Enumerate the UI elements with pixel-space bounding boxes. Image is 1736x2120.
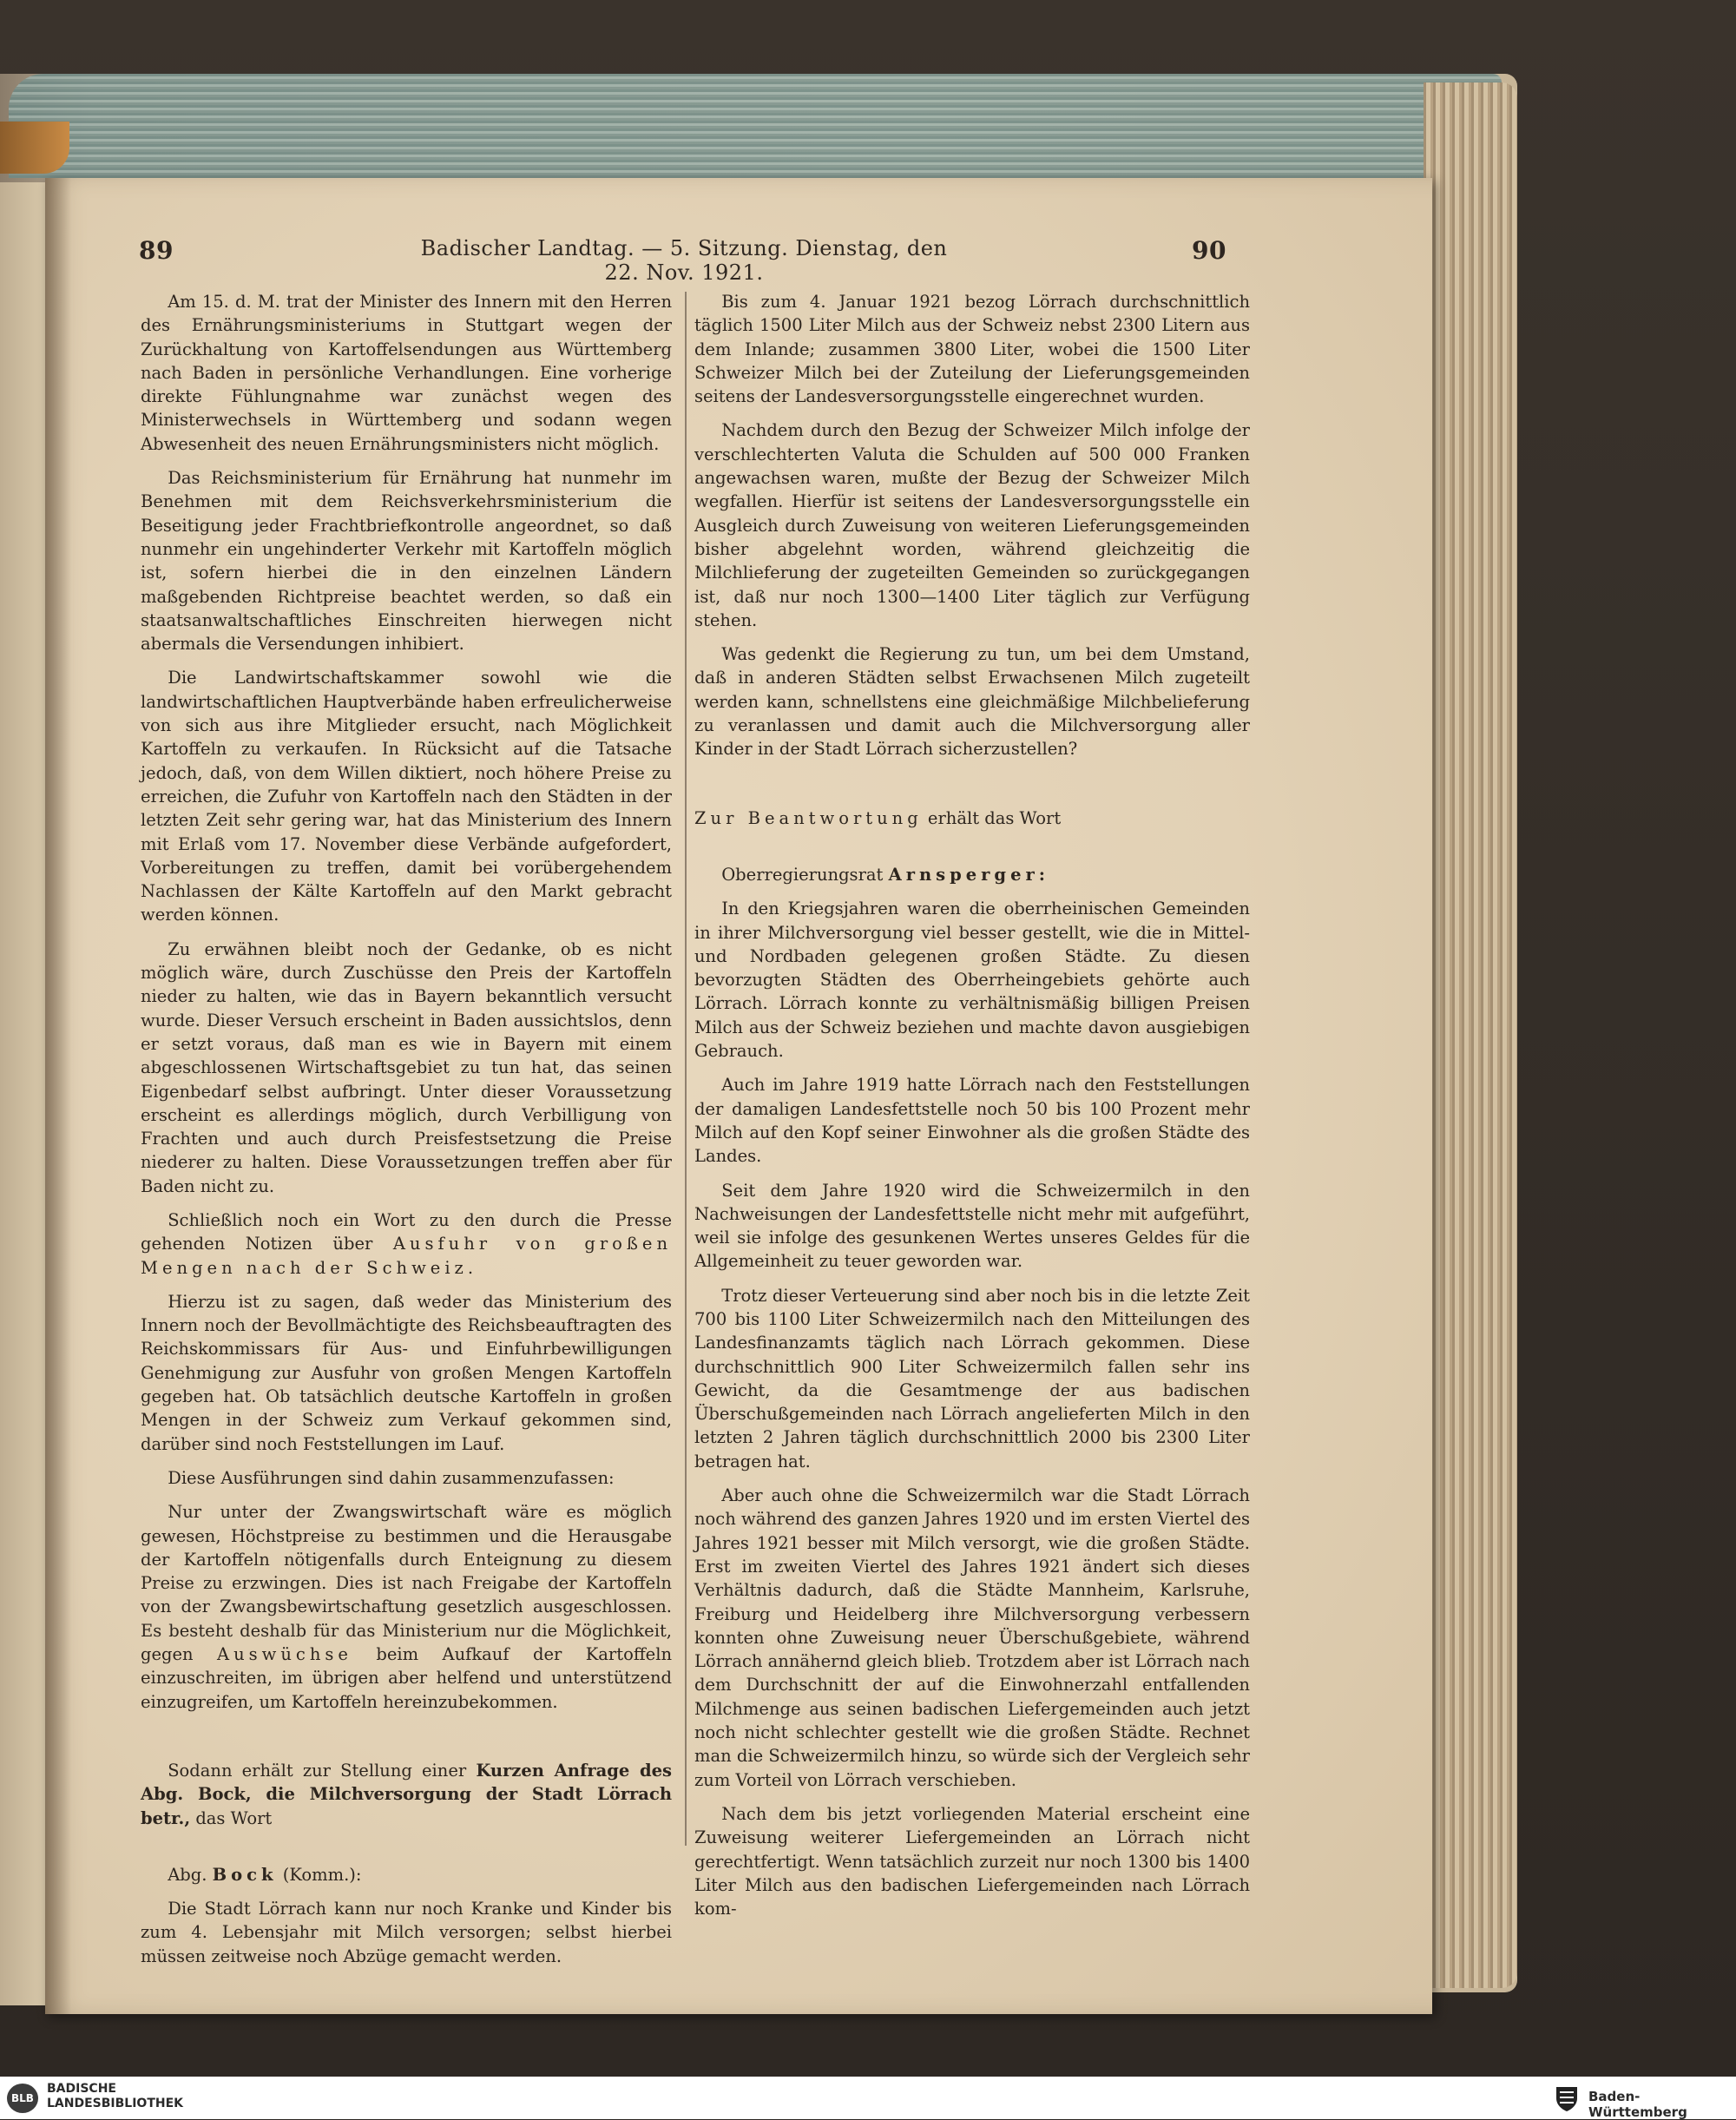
- text: Sodann erhält zur Stellung einer: [168, 1760, 467, 1781]
- paragraph: Diese Ausführungen sind dahin zusammenzufassen:: [168, 1467, 615, 1488]
- spacer: [694, 840, 1250, 863]
- text: beim Aufkauf der Kartoffeln einzuschreiten, im übrigen aber helfend und unterstützend einzugreifen, um Kartoffeln hereinzubekommen.: [141, 1644, 673, 1712]
- page-number-left: 89: [139, 236, 174, 265]
- paragraph: [141, 1759, 672, 1830]
- coat-of-arms-icon: [1554, 2084, 1580, 2112]
- paragraph: Auch im Jahre 1919 hatte Lörrach nach den Feststellungen der damaligen Landesfettstelle noch 50 bis 100 Prozent mehr Milch auf den Kopf seiner Einwohner als die großen Städte des Landes.: [694, 1075, 1250, 1167]
- paragraph: Die Stadt Lörrach kann nur noch Kranke und Kinder bis zum 4. Lebensjahr mit Milch versorgen; selbst hierbei müssen zeitweise noch Abzüge gemacht werden.: [141, 1899, 672, 1966]
- library-name-line2: LANDESBIBLIOTHEK: [47, 2097, 184, 2110]
- bold-title: Kurzen Anfrage des Abg. Bock, die Milchversorgung der Stadt Lörrach betr.,: [141, 1760, 672, 1828]
- left-column: [141, 290, 672, 1978]
- paragraph: Zu erwähnen bleibt noch der Gedanke, ob es nicht möglich wäre, durch Zuschüsse den Preis der Kartoffeln nieder zu halten, wie das in Bayern bekanntlich versucht wurde. Dieser Versuch erscheint in Baden aussichtslos, denn er setzt voraus, daß man es wie in Bayern mit einem abgeschlossenen Wirtschaftsgebiet zu tun hat, das seinen Eigenbedarf selbst aufbringt. Unter dieser Voraussetzung erscheint es allerdings möglich, durch Verbilligung von Frachten und auch durch Preisfestsetzung die Preise niederer zu halten. Diese Voraussetzungen treffen aber für Baden nicht zu.: [141, 938, 672, 1196]
- paragraph: In den Kriegsjahren waren die oberrheinischen Gemeinden in ihrer Milchversorgung viel besser gestellt, wie die in Mittel- und Nordbaden gelegenen großen Städte. Zu diesen bevorzugten Städten des Oberrheingebiets gehörte auch Lörrach. Lörrach konnte zu verhältnismäßig billigen Preisen Milch aus der Schweiz beziehen und machte davon ausgiebigen Gebrauch.: [694, 899, 1250, 1062]
- state-name[interactable]: Baden-Württemberg: [1588, 2089, 1687, 2120]
- paragraph: [694, 807, 1250, 830]
- text: erhält das Wort: [927, 807, 1062, 828]
- spacer: [694, 772, 1250, 807]
- spacer: [141, 1724, 672, 1759]
- paragraph: Trotz dieser Verteuerung sind aber noch bis in die letzte Zeit 700 bis 1100 Liter Schweizermilch nach den Mitteilungen des Landesfinanzamts täglich nach Lörrach gekommen. Diese durchschnittlich 900 Liter Schweizermilch fallen sehr ins Gewicht, da die Gesamtmenge der aus badischen Überschußgemeinden nach Lörrach angelieferten Milch in den letzten 2 Jahren täglich durchschnittlich 2000 bis 2300 Liter betragen hat.: [694, 1285, 1250, 1471]
- running-head: Badischer Landtag. — 5. Sitzung. Dienstag, den 22. Nov. 1921.: [420, 236, 948, 285]
- text: Schließlich noch ein Wort zu den durch die Presse gehenden Notizen über: [141, 1209, 672, 1254]
- paragraph: Seit dem Jahre 1920 wird die Schweizermilch in den Nachweisungen der Landesfettstelle nicht mehr mit aufgeführt, weil sie infolge des gesunkenen Wertes unseres Geldes für die Allgemeinheit zu teuer geworden war.: [694, 1180, 1250, 1272]
- spacer: [141, 1840, 672, 1863]
- book-top-edge: [9, 74, 1502, 178]
- paragraph: Hierzu ist zu sagen, daß weder das Ministerium des Innern noch der Bevollmächtigte des Reichsbeauftragten des Reichskommissars für Aus- und Einfuhrbewilligungen Genehmigung zur Ausfuhr von großen Mengen Kartoffeln gegeben hat. Ob tatsächlich deutsche Kartoffeln in großen Mengen in der Schweiz zum Verkauf gekommen sind, darüber sind noch Feststellungen im Lauf.: [141, 1291, 672, 1454]
- right-column: [694, 290, 1250, 1931]
- book-fore-edge: [1424, 82, 1517, 1988]
- blb-logo-icon[interactable]: BLB: [7, 2084, 38, 2113]
- text: Nur unter der Zwangswirtschaft wäre es möglich gewesen, Höchstpreise zu bestimmen und die Herausgabe der Kartoffeln nötigenfalls durch Enteignung zu diesem Preise zu erzwingen. Dies ist nach Freigabe der Kartoffeln von der Zwangsbewirtschaftung gesetzlich ausgeschlossen. Es besteht deshalb für das Ministerium nur die Möglichkeit, gegen: [141, 1502, 672, 1665]
- text: Oberregierungsrat: [721, 864, 884, 885]
- library-name[interactable]: [47, 2082, 183, 2111]
- paragraph: Bis zum 4. Januar 1921 bezog Lörrach durchschnittlich täglich 1500 Liter Milch aus der Schweiz nebst 2300 Litern aus dem Inlande; zusammen 3800 Liter, wobei die 1500 Liter Schweizer Milch bei der Zuteilung der Lieferungsgemeinden seitens der Landesversorgungsstelle eingerechnet wurden.: [694, 292, 1250, 407]
- speaker-name: Arnsperger:: [888, 864, 1049, 885]
- text: das Wort: [195, 1807, 273, 1828]
- paragraph: Die Landwirtschaftskammer sowohl wie die landwirtschaftlichen Hauptverbände haben erfreulicherweise von sich aus ihre Mitglieder ersucht, nach Möglichkeit Kartoffeln zu verkaufen. In Rücksicht auf die Tatsache jedoch, daß, von dem Willen diktiert, noch höhere Preise zu erreichen, die Zufuhr von Kartoffeln nach den Städten in der letzten Zeit sehr gering war, hat das Ministerium des Innern mit Erlaß vom 17. November diese Verbände aufgefordert, Vorbereitungen zu treffen, damit bei vorübergehendem Nachlassen der Kälte Kartoffeln auf den Markt gebracht werden können.: [141, 668, 672, 925]
- text: (Komm.):: [282, 1864, 362, 1885]
- page-number-right: 90: [1192, 236, 1226, 265]
- spaced-text: Ausfuhr von großen Mengen nach der Schweiz.: [141, 1234, 673, 1278]
- paragraph: [141, 1208, 672, 1280]
- spaced-text: Zur Beantwortung: [694, 807, 923, 828]
- paragraph: [141, 1500, 672, 1714]
- paragraph: Nachdem durch den Bezug der Schweizer Milch infolge der verschlechterten Valuta die Schulden auf 500 000 Franken angewachsen waren, mußte der Bezug der Schweizer Milch wegfallen. Hierfür ist seitens der Landesversorgungsstelle ein Ausgleich durch Zuweisung von weiteren Lieferungsgemeinden bisher abgelehnt worden, während gleichzeitig die Milchlieferung der zugeteilten Gemeinden so zurückgegangen ist, daß nur noch 1300—1400 Liter täglich zur Verfügung stehen.: [694, 420, 1250, 630]
- bookmark-ribbon: [0, 122, 69, 174]
- paragraph: Nach dem bis jetzt vorliegenden Material erscheint eine Zuweisung weiterer Liefergemeinden an Lörrach nicht gerechtfertigt. Wenn tatsächlich zurzeit nur noch 1300 bis 1400 Liter Milch aus den badischen Liefergemeinden nach Lörrach kom-: [694, 1803, 1250, 1919]
- footer-bar: [0, 2077, 1736, 2119]
- spaced-text: Auswüchse: [217, 1644, 352, 1665]
- column-divider: [685, 292, 687, 1846]
- paragraph: Das Reichsministerium für Ernährung hat nunmehr im Benehmen mit dem Reichsverkehrsministerium die Beseitigung jeder Frachtbriefkontrolle angeordnet, so daß nunmehr ein ungehinderter Verkehr mit Kartoffeln möglich ist, sofern hierbei die in den einzelnen Ländern maßgebenden Richtpreise beachtet werden, so daß ein staatsanwaltschaftliches Einschreiten hierwegen nicht abermals die Versendungen inhibiert.: [141, 468, 672, 655]
- library-name-line1: BADISCHE: [47, 2082, 116, 2096]
- paragraph: Am 15. d. M. trat der Minister des Innern mit den Herren des Ernährungsministeriums in Stuttgart wegen der Zurückhaltung von Kartoffelsendungen aus Württemberg nach Baden in persönliche Verhandlungen. Eine vorherige direkte Fühlungnahme war zunächst wegen des Ministerwechsels in Württemberg und sodann wegen Abwesenheit des neuen Ernährungsministers nicht möglich.: [141, 292, 672, 454]
- paragraph: Aber auch ohne die Schweizermilch war die Stadt Lörrach noch während des ganzen Jahres 1920 und im ersten Viertel des Jahres 1921 besser mit Milch versorgt, wie die großen Städte. Erst im zweiten Viertel des Jahres 1921 ändert sich dieses Verhältnis dadurch, daß die Städte Mannheim, Karlsruhe, Freiburg und Heidelberg ihre Milchversorgung verbessern konnten ohne Zuweisung neuer Überschußgebiete, während Lörrach annähernd gleich blieb. Trotzdem aber ist Lörrach nach dem Durchschnitt der auf die Einwohnerzahl entfallenden Milchmenge aus seinen badischen Liefergemeinden auch jetzt noch nicht schlechter gestellt wie die großen Städte. Rechnet man die Schweizermilch hinzu, so würde sich der Vergleich sehr zum Vorteil von Lörrach verschieben.: [694, 1485, 1250, 1790]
- page-gutter-shadow: [45, 178, 71, 2014]
- text: Abg.: [168, 1864, 207, 1885]
- speaker-line: [141, 1863, 672, 1886]
- speaker-name: Bock: [212, 1864, 278, 1885]
- paragraph: Was gedenkt die Regierung zu tun, um bei dem Umstand, daß in anderen Städten selbst Erwachsenen Milch zugeteilt werden kann, schnellstens eine gleichmäßige Milchbelieferung zu veranlassen und damit auch die Milchversorgung aller Kinder in der Stadt Lörrach sicherzustellen?: [694, 644, 1250, 760]
- speaker-line: [694, 863, 1250, 886]
